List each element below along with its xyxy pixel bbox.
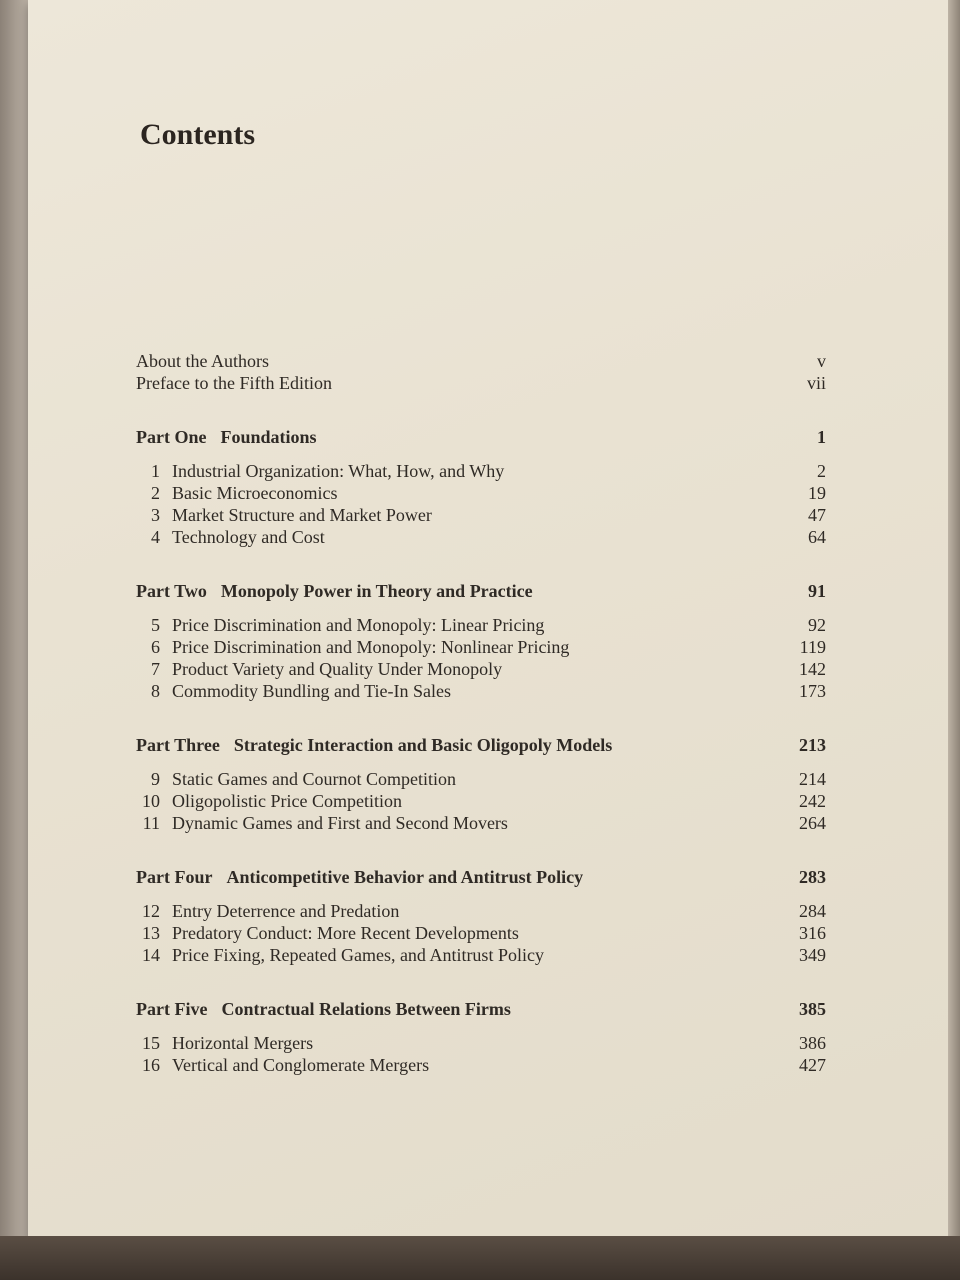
part-title: Monopoly Power in Theory and Practice [220, 581, 533, 601]
part-two [136, 580, 826, 702]
chapter-title: Oligopolistic Price Competition [172, 791, 402, 811]
front-matter-label: Preface to the Fifth Edition [136, 373, 332, 393]
chapter-title: Price Discrimination and Monopoly: Linear Pricing [172, 615, 545, 635]
chapter-title: Horizontal Mergers [172, 1033, 314, 1053]
front-matter-label: About the Authors [136, 351, 269, 371]
chapter-title: Static Games and Cournot Competition [172, 769, 456, 789]
chapter-number: 8 [151, 681, 160, 701]
chapter-page: 386 [799, 1033, 826, 1053]
chapter-row [136, 526, 826, 548]
chapter-title: Entry Deterrence and Predation [172, 901, 400, 921]
front-matter-row [136, 372, 826, 394]
part-title: Foundations [220, 427, 317, 447]
part-heading [136, 580, 826, 602]
chapter-number: 5 [151, 615, 160, 635]
chapter-title: Basic Microeconomics [172, 483, 338, 503]
chapter-row [136, 460, 826, 482]
chapter-page: 142 [799, 659, 826, 679]
part-label: Part One [136, 427, 207, 447]
chapter-number: 10 [142, 791, 160, 811]
chapter-row [136, 504, 826, 526]
chapter-title: Price Discrimination and Monopoly: Nonlinear Pricing [172, 637, 570, 657]
part-heading [136, 866, 826, 888]
chapter-row [136, 812, 826, 834]
part-label: Part Five [136, 999, 208, 1019]
right-page-edge [948, 0, 960, 1280]
part-title: Strategic Interaction and Basic Oligopoly Models [233, 735, 613, 755]
chapter-page: 173 [799, 681, 826, 701]
chapter-page: 19 [808, 483, 826, 503]
chapter-title: Industrial Organization: What, How, and Why [172, 461, 505, 481]
chapter-title: Product Variety and Quality Under Monopoly [172, 659, 503, 679]
chapter-page: 92 [808, 615, 826, 635]
part-title: Anticompetitive Behavior and Antitrust Policy [226, 867, 584, 887]
chapter-number: 16 [142, 1055, 160, 1075]
chapter-title: Predatory Conduct: More Recent Developments [172, 923, 519, 943]
part-page: 385 [799, 999, 826, 1019]
chapter-number: 6 [151, 637, 160, 657]
chapter-number: 14 [142, 945, 160, 965]
chapter-title: Vertical and Conglomerate Mergers [172, 1055, 430, 1075]
chapter-number: 2 [151, 483, 160, 503]
chapter-title: Technology and Cost [172, 527, 325, 547]
chapter-row [136, 768, 826, 790]
chapter-number: 13 [142, 923, 160, 943]
chapter-page: 119 [799, 637, 826, 657]
chapter-number: 4 [151, 527, 160, 547]
chapter-page: 349 [799, 945, 826, 965]
part-page: 91 [808, 581, 826, 601]
front-matter-page: v [817, 351, 826, 371]
part-heading [136, 998, 826, 1020]
chapter-title: Market Structure and Market Power [172, 505, 432, 525]
chapter-row [136, 658, 826, 680]
chapter-row [136, 900, 826, 922]
table-of-contents [136, 350, 826, 1076]
part-title: Contractual Relations Between Firms [221, 999, 511, 1019]
part-three [136, 734, 826, 834]
chapter-page: 284 [799, 901, 826, 921]
chapter-number: 15 [142, 1033, 160, 1053]
part-heading [136, 734, 826, 756]
chapter-title: Commodity Bundling and Tie-In Sales [172, 681, 452, 701]
part-page: 213 [799, 735, 826, 755]
part-one [136, 426, 826, 548]
chapter-row [136, 680, 826, 702]
chapter-number: 9 [151, 769, 160, 789]
front-matter-page: vii [806, 373, 826, 393]
front-matter-row [136, 350, 826, 372]
chapter-row [136, 922, 826, 944]
chapter-row [136, 482, 826, 504]
chapter-number: 1 [151, 461, 160, 481]
chapter-row [136, 790, 826, 812]
table-surface [0, 1236, 960, 1280]
chapter-title: Price Fixing, Repeated Games, and Antitrust Policy [172, 945, 544, 965]
chapter-page: 316 [799, 923, 826, 943]
front-matter [136, 350, 826, 394]
chapter-page: 214 [799, 769, 826, 789]
part-label: Part Three [136, 735, 220, 755]
part-heading [136, 426, 826, 448]
chapter-number: 7 [151, 659, 160, 679]
chapter-row [136, 636, 826, 658]
chapter-page: 47 [808, 505, 826, 525]
chapter-page: 2 [817, 461, 826, 481]
chapter-row [136, 1054, 826, 1076]
chapter-page: 427 [799, 1055, 826, 1075]
chapter-page: 264 [799, 813, 826, 833]
part-four [136, 866, 826, 966]
chapter-title: Dynamic Games and First and Second Movers [172, 813, 508, 833]
chapter-row [136, 1032, 826, 1054]
chapter-page: 242 [799, 791, 826, 811]
chapter-number: 11 [142, 813, 160, 833]
part-five [136, 998, 826, 1076]
chapter-number: 12 [142, 901, 160, 921]
chapter-row [136, 944, 826, 966]
part-label: Part Two [136, 581, 207, 601]
chapter-number: 3 [151, 505, 160, 525]
part-page: 1 [817, 427, 826, 447]
chapter-page: 64 [808, 527, 826, 547]
part-page: 283 [799, 867, 826, 887]
page-title: Contents [140, 118, 256, 152]
chapter-row [136, 614, 826, 636]
part-label: Part Four [136, 867, 213, 887]
